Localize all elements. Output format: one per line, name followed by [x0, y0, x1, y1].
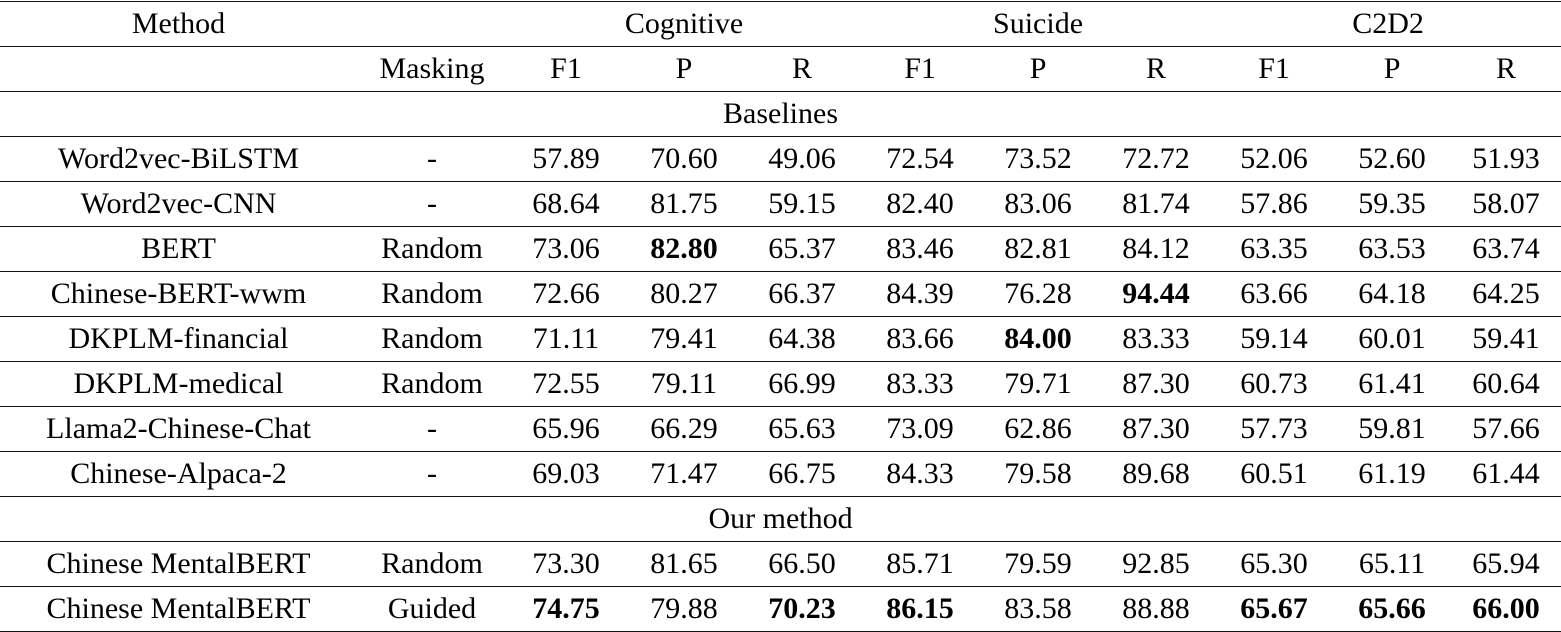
header-empty	[357, 2, 507, 47]
value-cell: 84.12	[1097, 227, 1215, 272]
table-row	[0, 452, 1561, 497]
value-cell: 57.73	[1215, 407, 1333, 452]
value-cell: 79.71	[979, 362, 1097, 407]
value-cell: 73.09	[861, 407, 979, 452]
header-method: Method	[0, 2, 357, 47]
value-cell: 64.18	[1333, 272, 1451, 317]
value-cell: 81.65	[625, 542, 743, 587]
value-cell: 63.66	[1215, 272, 1333, 317]
value-cell: 69.03	[507, 452, 625, 497]
table-row	[0, 182, 1561, 227]
value-cell: 52.06	[1215, 137, 1333, 182]
value-cell: 72.72	[1097, 137, 1215, 182]
masking-cell: -	[357, 452, 507, 497]
value-cell: 83.58	[979, 587, 1097, 632]
value-cell: 59.41	[1451, 317, 1561, 362]
header-row-metrics	[0, 47, 1561, 92]
section-header-row	[0, 92, 1561, 137]
header-metric: P	[625, 47, 743, 92]
value-cell: 58.07	[1451, 182, 1561, 227]
value-cell: 63.35	[1215, 227, 1333, 272]
header-empty	[0, 47, 357, 92]
masking-cell: Random	[357, 317, 507, 362]
value-cell: 83.66	[861, 317, 979, 362]
value-cell: 65.96	[507, 407, 625, 452]
header-masking: Masking	[357, 47, 507, 92]
method-cell: DKPLM-medical	[0, 362, 357, 407]
value-cell: 84.39	[861, 272, 979, 317]
value-cell: 66.37	[743, 272, 861, 317]
masking-cell: Random	[357, 227, 507, 272]
section-title: Our method	[0, 497, 1561, 542]
value-cell: 73.52	[979, 137, 1097, 182]
header-group-c2d2: C2D2	[1215, 2, 1561, 47]
value-cell: 81.74	[1097, 182, 1215, 227]
value-cell: 79.88	[625, 587, 743, 632]
value-cell: 59.35	[1333, 182, 1451, 227]
table-row	[0, 587, 1561, 632]
value-cell: 57.86	[1215, 182, 1333, 227]
value-cell: 66.50	[743, 542, 861, 587]
value-cell: 57.66	[1451, 407, 1561, 452]
header-metric: F1	[1215, 47, 1333, 92]
method-cell: Chinese-BERT-wwm	[0, 272, 357, 317]
value-cell: 52.60	[1333, 137, 1451, 182]
value-cell: 72.66	[507, 272, 625, 317]
value-cell: 79.59	[979, 542, 1097, 587]
value-cell: 74.75	[507, 587, 625, 632]
method-cell: Word2vec-CNN	[0, 182, 357, 227]
masking-cell: -	[357, 182, 507, 227]
header-metric: R	[1097, 47, 1215, 92]
value-cell: 51.93	[1451, 137, 1561, 182]
value-cell: 72.55	[507, 362, 625, 407]
value-cell: 88.88	[1097, 587, 1215, 632]
table-row	[0, 407, 1561, 452]
value-cell: 62.86	[979, 407, 1097, 452]
value-cell: 60.64	[1451, 362, 1561, 407]
header-row-groups	[0, 2, 1561, 47]
value-cell: 59.14	[1215, 317, 1333, 362]
value-cell: 80.27	[625, 272, 743, 317]
value-cell: 83.33	[1097, 317, 1215, 362]
value-cell: 92.85	[1097, 542, 1215, 587]
masking-cell: -	[357, 407, 507, 452]
value-cell: 61.41	[1333, 362, 1451, 407]
value-cell: 79.11	[625, 362, 743, 407]
value-cell: 65.11	[1333, 542, 1451, 587]
header-metric: R	[743, 47, 861, 92]
table-row	[0, 137, 1561, 182]
masking-cell: Guided	[357, 587, 507, 632]
value-cell: 79.41	[625, 317, 743, 362]
value-cell: 64.25	[1451, 272, 1561, 317]
value-cell: 94.44	[1097, 272, 1215, 317]
value-cell: 83.06	[979, 182, 1097, 227]
method-cell: Llama2-Chinese-Chat	[0, 407, 357, 452]
header-group-suicide: Suicide	[861, 2, 1215, 47]
section-title: Baselines	[0, 92, 1561, 137]
value-cell: 49.06	[743, 137, 861, 182]
masking-cell: Random	[357, 542, 507, 587]
header-metric: P	[979, 47, 1097, 92]
value-cell: 72.54	[861, 137, 979, 182]
value-cell: 59.15	[743, 182, 861, 227]
value-cell: 63.53	[1333, 227, 1451, 272]
value-cell: 79.58	[979, 452, 1097, 497]
value-cell: 60.01	[1333, 317, 1451, 362]
value-cell: 61.19	[1333, 452, 1451, 497]
value-cell: 82.80	[625, 227, 743, 272]
value-cell: 66.75	[743, 452, 861, 497]
value-cell: 73.30	[507, 542, 625, 587]
method-cell: DKPLM-financial	[0, 317, 357, 362]
table-row	[0, 542, 1561, 587]
value-cell: 76.28	[979, 272, 1097, 317]
value-cell: 71.11	[507, 317, 625, 362]
value-cell: 83.46	[861, 227, 979, 272]
value-cell: 64.38	[743, 317, 861, 362]
value-cell: 59.81	[1333, 407, 1451, 452]
value-cell: 87.30	[1097, 407, 1215, 452]
value-cell: 65.63	[743, 407, 861, 452]
header-metric: P	[1333, 47, 1451, 92]
value-cell: 60.73	[1215, 362, 1333, 407]
value-cell: 65.30	[1215, 542, 1333, 587]
value-cell: 68.64	[507, 182, 625, 227]
masking-cell: Random	[357, 272, 507, 317]
method-cell: Chinese-Alpaca-2	[0, 452, 357, 497]
masking-cell: Random	[357, 362, 507, 407]
value-cell: 70.23	[743, 587, 861, 632]
value-cell: 60.51	[1215, 452, 1333, 497]
value-cell: 70.60	[625, 137, 743, 182]
value-cell: 82.81	[979, 227, 1097, 272]
value-cell: 84.33	[861, 452, 979, 497]
value-cell: 83.33	[861, 362, 979, 407]
header-metric: F1	[507, 47, 625, 92]
value-cell: 65.37	[743, 227, 861, 272]
value-cell: 85.71	[861, 542, 979, 587]
section-header-row	[0, 497, 1561, 542]
method-cell: BERT	[0, 227, 357, 272]
value-cell: 66.00	[1451, 587, 1561, 632]
results-table	[0, 1, 1561, 632]
value-cell: 89.68	[1097, 452, 1215, 497]
table-row	[0, 272, 1561, 317]
value-cell: 82.40	[861, 182, 979, 227]
table-row	[0, 317, 1561, 362]
method-cell: Chinese MentalBERT	[0, 542, 357, 587]
header-metric: R	[1451, 47, 1561, 92]
value-cell: 65.67	[1215, 587, 1333, 632]
header-group-cognitive: Cognitive	[507, 2, 861, 47]
value-cell: 61.44	[1451, 452, 1561, 497]
value-cell: 65.66	[1333, 587, 1451, 632]
value-cell: 71.47	[625, 452, 743, 497]
value-cell: 57.89	[507, 137, 625, 182]
value-cell: 66.99	[743, 362, 861, 407]
value-cell: 66.29	[625, 407, 743, 452]
method-cell: Chinese MentalBERT	[0, 587, 357, 632]
value-cell: 87.30	[1097, 362, 1215, 407]
value-cell: 81.75	[625, 182, 743, 227]
value-cell: 65.94	[1451, 542, 1561, 587]
table-row	[0, 362, 1561, 407]
header-metric: F1	[861, 47, 979, 92]
value-cell: 63.74	[1451, 227, 1561, 272]
masking-cell: -	[357, 137, 507, 182]
method-cell: Word2vec-BiLSTM	[0, 137, 357, 182]
table-row	[0, 227, 1561, 272]
value-cell: 73.06	[507, 227, 625, 272]
value-cell: 84.00	[979, 317, 1097, 362]
value-cell: 86.15	[861, 587, 979, 632]
